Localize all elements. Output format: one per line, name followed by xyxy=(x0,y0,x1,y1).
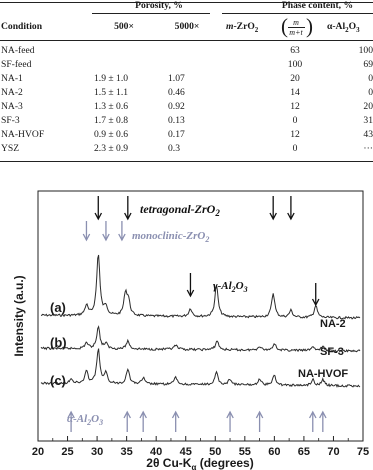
cell-alpha-al2o3: 69 xyxy=(363,59,373,70)
xrd-chart xyxy=(0,188,373,470)
phase-content-group-header: Phase content, % xyxy=(281,0,354,11)
x-tick-label: 40 xyxy=(150,446,163,458)
xrd-trace-1 xyxy=(41,255,360,319)
x-tick-label: 75 xyxy=(356,446,370,458)
fraction-denominator: m+t xyxy=(289,28,303,37)
alpha-alumina-arrow xyxy=(227,412,233,432)
m-zro2-base: -ZrO xyxy=(233,21,255,32)
cell-condition: NA-HVOF xyxy=(1,129,45,140)
cell-alpha-al2o3: 100 xyxy=(358,45,373,56)
cell-p500: 1.5 ± 1.1 xyxy=(94,87,129,98)
monoclinic-sub: 2 xyxy=(205,235,210,244)
cell-m-zro2: 100 xyxy=(287,59,303,70)
gamma-o: O xyxy=(235,280,244,292)
porosity-group-header: Porosity, % xyxy=(135,0,183,11)
cell-condition: YSZ xyxy=(1,143,20,154)
fraction-numerator: m xyxy=(293,18,299,27)
alpha-al2o3-col-header xyxy=(327,21,360,36)
alpha-al2o3-o: O xyxy=(348,21,357,32)
cell-m-zro2: 14 xyxy=(290,87,300,98)
y-axis-label: Intensity (a.u.) xyxy=(12,275,26,357)
cell-condition: SF-feed xyxy=(1,59,32,70)
cell-p500: 1.7 ± 0.8 xyxy=(94,115,129,126)
m-zro2-prefix: m xyxy=(226,21,234,32)
p500-col-header: 500× xyxy=(114,21,134,32)
cell-p5000: 0.3 xyxy=(168,143,180,154)
x-axis-label xyxy=(146,456,253,470)
cell-p5000: 0.17 xyxy=(168,129,185,140)
x-tick-label: 50 xyxy=(209,446,222,458)
alpha-alumina-arrow xyxy=(140,412,146,432)
gamma-base: γ-Al xyxy=(213,280,232,292)
cell-alpha-al2o3: 0 xyxy=(368,87,373,98)
alpha-al2o3-base: -Al xyxy=(332,21,346,32)
m-fraction-left-paren: ( xyxy=(281,14,288,38)
alpha-alumina-arrow xyxy=(172,412,178,432)
cell-condition: SF-3 xyxy=(1,115,20,126)
cell-p500: 0.9 ± 0.6 xyxy=(94,129,129,140)
cell-m-zro2: 0 xyxy=(292,115,298,126)
cell-alpha-al2o3: 20 xyxy=(363,101,373,112)
x-tick-label: 70 xyxy=(327,446,340,458)
monoclinic-zro2-label xyxy=(132,230,209,244)
panel-label-c: (c) xyxy=(50,373,66,388)
tetragonal-base: tetragonal-ZrO xyxy=(140,202,216,216)
cell-p500: 2.3 ± 0.9 xyxy=(94,143,129,154)
cell-condition: NA-1 xyxy=(1,73,23,84)
x-tick-label: 20 xyxy=(31,446,45,458)
xrd-figure xyxy=(0,188,373,470)
cell-alpha-al2o3: 31 xyxy=(363,115,373,126)
tetragonal-zro2-label xyxy=(140,202,220,218)
condition-col-header: Condition xyxy=(1,21,43,32)
monoclinic-arrow xyxy=(119,221,125,240)
x-label-sub: α xyxy=(191,463,197,470)
series-name-na-2: NA-2 xyxy=(320,318,346,330)
cell-m-zro2: 0 xyxy=(292,143,298,154)
alpha-alumina-arrow xyxy=(124,412,130,432)
x-label-main: 2θ Cu-K xyxy=(146,456,192,470)
phase-group-rule xyxy=(222,13,373,14)
tetragonal-arrow xyxy=(95,196,101,219)
tetragonal-arrow xyxy=(288,196,294,219)
gamma-sub2: 3 xyxy=(243,285,248,294)
alpha-sub1: 2 xyxy=(87,418,92,427)
cell-alpha-al2o3: 43 xyxy=(363,129,373,140)
monoclinic-arrow xyxy=(103,221,109,240)
cell-condition: NA-2 xyxy=(1,87,23,98)
cell-m-zro2: 20 xyxy=(290,73,300,84)
x-tick-label: 25 xyxy=(61,446,74,458)
phase-porosity-table xyxy=(0,0,373,178)
x-tick-label: 30 xyxy=(90,446,104,458)
porosity-group-rule xyxy=(92,13,210,14)
alpha-al2o3-sub2: 3 xyxy=(356,25,360,34)
m-fraction-right-paren: ) xyxy=(306,14,313,38)
x-tick-label: 35 xyxy=(120,446,133,458)
cell-p5000: 1.07 xyxy=(168,73,185,84)
cell-alpha-al2o3: 0 xyxy=(368,73,373,84)
cell-p500: 1.9 ± 1.0 xyxy=(94,73,129,84)
series-name-na-hvof: NA-HVOF xyxy=(298,368,349,380)
cell-p5000: 0.92 xyxy=(168,101,185,112)
alpha-al2o3-prefix: α xyxy=(327,21,333,32)
cell-condition: NA-feed xyxy=(1,45,35,56)
alpha-o: O xyxy=(91,413,100,425)
header-bottom-rule xyxy=(0,40,373,41)
alpha-al2o3-sub1: 2 xyxy=(345,25,349,34)
x-tick-label: 55 xyxy=(238,446,251,458)
alpha-al2o3-label xyxy=(67,413,103,427)
cell-p500: 1.3 ± 0.6 xyxy=(94,101,129,112)
alpha-base: α-Al xyxy=(67,413,88,425)
table-bottom-rule xyxy=(0,161,373,162)
x-tick-label: 45 xyxy=(179,446,192,458)
monoclinic-base: monoclinic-ZrO xyxy=(132,230,206,242)
alpha-alumina-arrow xyxy=(310,412,316,432)
gamma-sub1: 2 xyxy=(231,285,236,294)
cell-condition: NA-3 xyxy=(1,101,23,112)
cell-m-zro2: 12 xyxy=(290,129,300,140)
tetragonal-arrow xyxy=(270,196,276,219)
x-label-tail: (degrees) xyxy=(196,456,254,470)
panel-label-a: (a) xyxy=(50,300,66,315)
cell-m-zro2: 12 xyxy=(290,101,300,112)
cell-p5000: 0.46 xyxy=(168,87,185,98)
p5000-col-header: 5000× xyxy=(174,21,200,32)
x-axis-ticks xyxy=(32,436,369,458)
alpha-alumina-arrow xyxy=(256,412,262,432)
x-tick-label: 65 xyxy=(297,446,311,458)
cell-alpha-al2o3: ··· xyxy=(363,143,373,154)
m-zro2-col-header xyxy=(226,21,258,36)
xrd-trace-2 xyxy=(41,327,360,352)
alpha-sub2: 3 xyxy=(99,418,104,427)
gamma-alumina-arrow xyxy=(313,283,319,305)
cell-p5000: 0.13 xyxy=(168,115,185,126)
tetragonal-sub: 2 xyxy=(215,208,220,218)
x-tick-label: 60 xyxy=(268,446,281,458)
gamma-alumina-arrow xyxy=(187,273,193,296)
gamma-al2o3-label xyxy=(213,280,248,294)
cell-m-zro2: 63 xyxy=(290,45,300,56)
panel-label-b: (b) xyxy=(50,335,67,350)
tetragonal-arrow xyxy=(125,196,131,219)
alpha-alumina-arrow xyxy=(320,412,326,432)
m-zro2-sub: 2 xyxy=(254,25,259,34)
monoclinic-arrow xyxy=(83,221,89,240)
series-name-sf-3: SF-3 xyxy=(320,346,344,358)
